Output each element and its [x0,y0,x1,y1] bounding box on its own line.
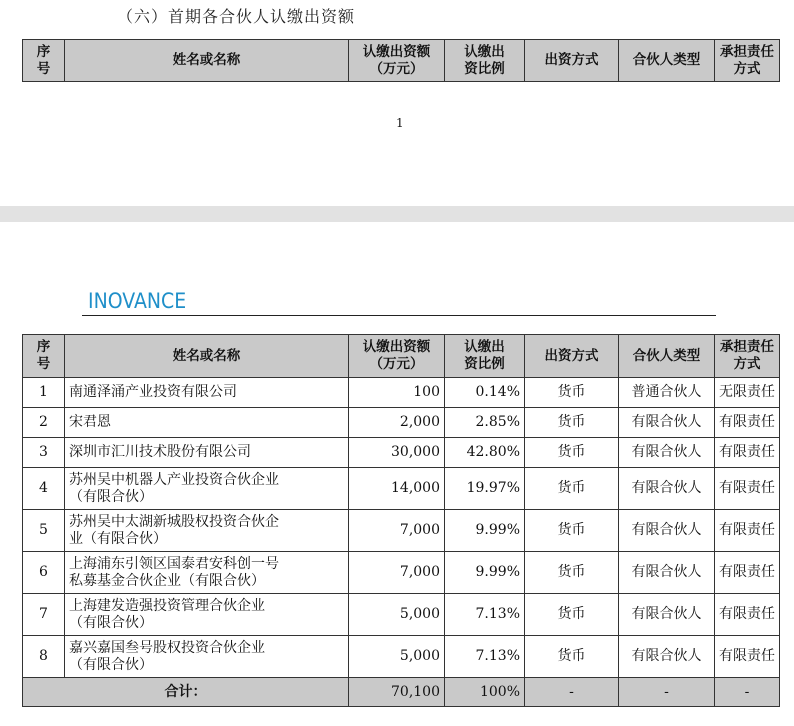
cell-liability: 无限责任 [715,378,780,408]
cell-liability: 有限责任 [715,552,780,594]
col-header-amount: 认缴出资额 （万元） [349,40,445,82]
cell-no: 8 [23,636,65,678]
page-number: 1 [396,116,404,130]
partner-table-header-top [22,39,780,82]
cell-name: 深圳市汇川技术股份有限公司 [65,438,349,468]
cell-no: 5 [23,510,65,552]
cell-type: 有限合伙人 [619,552,715,594]
cell-type: 普通合伙人 [619,378,715,408]
partner-table [22,334,780,707]
cell-no: 2 [23,408,65,438]
col-header-name: 姓名或名称 [65,40,349,82]
total-ratio: 100% [445,678,525,707]
inovance-logo: INOVANCE [88,289,187,313]
cell-amount: 7,000 [349,510,445,552]
cell-amount: 5,000 [349,594,445,636]
cell-no: 7 [23,594,65,636]
cell-name: 宋君恩 [65,408,349,438]
page-separator [0,206,794,222]
cell-name: 苏州吴中太湖新城股权投资合伙企 业（有限合伙） [65,510,349,552]
cell-method: 货币 [525,438,619,468]
total-row [23,678,780,707]
cell-amount: 2,000 [349,408,445,438]
col-header-amount: 认缴出资额 （万元） [349,335,445,378]
cell-type: 有限合伙人 [619,408,715,438]
total-liability: - [715,678,780,707]
cell-no: 4 [23,468,65,510]
table-row [23,552,780,594]
col-header-no: 序 号 [23,335,65,378]
total-amount: 70,100 [349,678,445,707]
cell-no: 3 [23,438,65,468]
total-type: - [619,678,715,707]
table-header-row [23,40,780,82]
cell-ratio: 9.99% [445,552,525,594]
header-rule [82,315,716,316]
cell-liability: 有限责任 [715,438,780,468]
table-row [23,378,780,408]
cell-ratio: 7.13% [445,636,525,678]
cell-liability: 有限责任 [715,408,780,438]
cell-type: 有限合伙人 [619,636,715,678]
cell-no: 1 [23,378,65,408]
cell-amount: 14,000 [349,468,445,510]
table-header-row [23,335,780,378]
cell-amount: 100 [349,378,445,408]
cell-method: 货币 [525,636,619,678]
cell-name: 南通泽涌产业投资有限公司 [65,378,349,408]
table-row [23,636,780,678]
cell-ratio: 7.13% [445,594,525,636]
col-header-ratio: 认缴出 资比例 [445,335,525,378]
cell-method: 货币 [525,594,619,636]
col-header-method: 出资方式 [525,335,619,378]
cell-method: 货币 [525,552,619,594]
cell-liability: 有限责任 [715,510,780,552]
col-header-ratio: 认缴出 资比例 [445,40,525,82]
col-header-no: 序 号 [23,40,65,82]
total-label: 合计： [23,678,349,707]
cell-type: 有限合伙人 [619,438,715,468]
section-title: （六）首期各合伙人认缴出资额 [117,7,356,26]
cell-amount: 7,000 [349,552,445,594]
cell-liability: 有限责任 [715,636,780,678]
col-header-method: 出资方式 [525,40,619,82]
cell-method: 货币 [525,378,619,408]
cell-liability: 有限责任 [715,594,780,636]
cell-method: 货币 [525,510,619,552]
cell-amount: 30,000 [349,438,445,468]
table-row [23,408,780,438]
col-header-liability: 承担责任 方式 [715,335,780,378]
cell-type: 有限合伙人 [619,510,715,552]
cell-ratio: 9.99% [445,510,525,552]
col-header-name: 姓名或名称 [65,335,349,378]
cell-name: 上海建发造强投资管理合伙企业 （有限合伙） [65,594,349,636]
col-header-type: 合伙人类型 [619,40,715,82]
table-row [23,510,780,552]
total-method: - [525,678,619,707]
cell-name: 苏州吴中机器人产业投资合伙企业 （有限合伙） [65,468,349,510]
cell-ratio: 2.85% [445,408,525,438]
cell-ratio: 19.97% [445,468,525,510]
cell-name: 上海浦东引领区国泰君安科创一号 私募基金合伙企业（有限合伙） [65,552,349,594]
col-header-liability: 承担责任 方式 [715,40,780,82]
cell-no: 6 [23,552,65,594]
cell-liability: 有限责任 [715,468,780,510]
cell-type: 有限合伙人 [619,594,715,636]
table-row [23,594,780,636]
cell-method: 货币 [525,468,619,510]
cell-method: 货币 [525,408,619,438]
cell-ratio: 0.14% [445,378,525,408]
cell-name: 嘉兴嘉国叁号股权投资合伙企业 （有限合伙） [65,636,349,678]
cell-type: 有限合伙人 [619,468,715,510]
cell-ratio: 42.80% [445,438,525,468]
cell-amount: 5,000 [349,636,445,678]
col-header-type: 合伙人类型 [619,335,715,378]
table-row [23,468,780,510]
table-row [23,438,780,468]
